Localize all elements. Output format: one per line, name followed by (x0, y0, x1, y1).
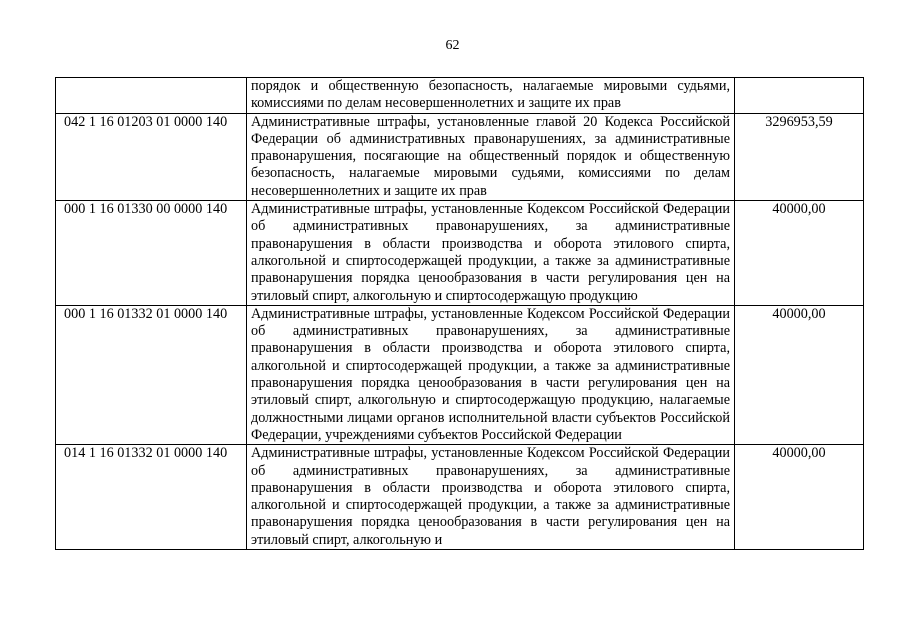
revenue-code-cell: 014 1 16 01332 01 0000 140 (56, 445, 247, 550)
amount-cell: 40000,00 (735, 201, 864, 306)
table-row (56, 305, 864, 444)
amount-cell: 3296953,59 (735, 113, 864, 200)
table-row (56, 113, 864, 200)
description-cell: порядок и общественную безопасность, налагаемые мировыми судьями, комиссиями по делам несовершеннолетних и защите их прав (247, 78, 735, 114)
amount-cell: 40000,00 (735, 445, 864, 550)
amount-cell (735, 78, 864, 114)
table-row (56, 78, 864, 114)
revenue-code-cell: 042 1 16 01203 01 0000 140 (56, 113, 247, 200)
revenue-code-cell (56, 78, 247, 114)
description-cell: Административные штрафы, установленные Кодексом Российской Федерации об административных правонарушениях, за административные правонарушения в области производства и оборота этилового спирта, алкогольной и спиртосодержащей продукции, а также за административные правонарушения порядка ценообразования в части регулирования цен на этиловый спирт, алкогольную и спиртосодержащую продукцию (247, 201, 735, 306)
budget-revenue-table (55, 77, 864, 550)
revenue-code-cell: 000 1 16 01330 00 0000 140 (56, 201, 247, 306)
revenue-code-cell: 000 1 16 01332 01 0000 140 (56, 305, 247, 444)
description-cell: Административные штрафы, установленные Кодексом Российской Федерации об административных правонарушениях, за административные правонарушения в области производства и оборота этилового спирта, алкогольной и спиртосодержащей продукции, а также за административные правонарушения порядка ценообразования в части регулирования цен на этиловый спирт, алкогольную и спиртосодержащую продукцию, налагаемые должностными лицами органов исполнительной власти субъектов Российской Федерации, учреждениями субъектов Российской Федерации (247, 305, 735, 444)
description-cell: Административные штрафы, установленные Кодексом Российской Федерации об административных правонарушениях, за административные правонарушения в области производства и оборота этилового спирта, алкогольной и спиртосодержащей продукции, а также за административные правонарушения порядка ценообразования в части регулирования цен на этиловый спирт, алкогольную и (247, 445, 735, 550)
table-row (56, 201, 864, 306)
description-cell: Административные штрафы, установленные главой 20 Кодекса Российской Федерации об административных правонарушениях, за административные правонарушения, посягающие на общественный порядок и общественную безопасность, налагаемые мировыми судьями, комиссиями по делам несовершеннолетних и защите их прав (247, 113, 735, 200)
page-number: 62 (445, 38, 460, 53)
amount-cell: 40000,00 (735, 305, 864, 444)
table-row (56, 445, 864, 550)
